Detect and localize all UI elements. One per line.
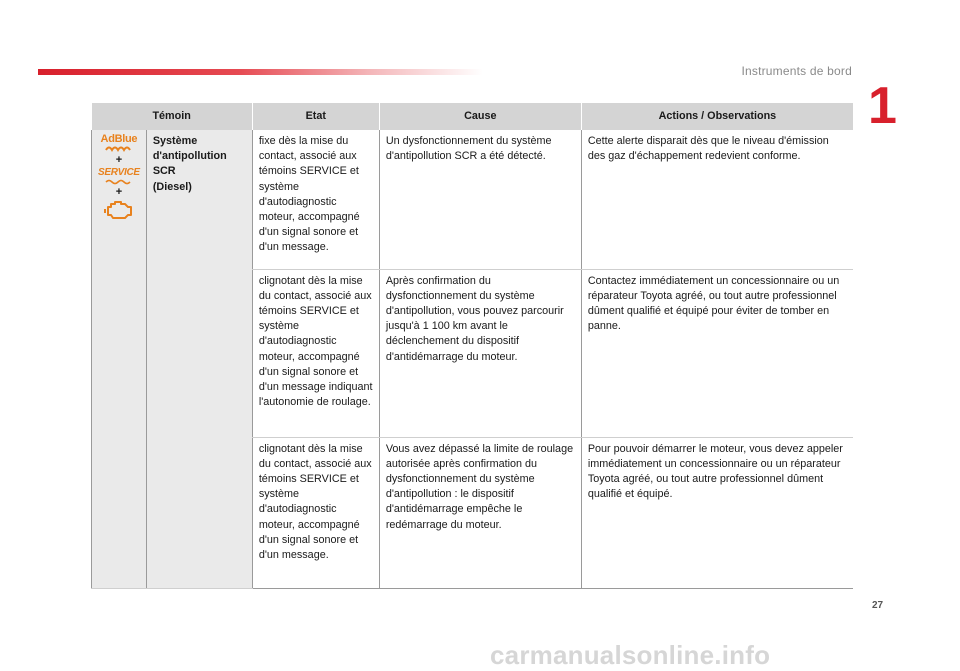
- service-underline-icon: [105, 179, 133, 185]
- etat-cell: fixe dès la mise du contact, associé aux témoins SERVICE et système d'autodiagnostic moteur, accompagné d'un signal sonore et d'un message.: [252, 130, 379, 269]
- adblue-wave-icon: [105, 145, 133, 153]
- column-header-temoin: Témoin: [92, 103, 253, 130]
- column-header-cause: Cause: [379, 103, 581, 130]
- action-cell: Pour pouvoir démarrer le moteur, vous devez appeler immédiatement un concessionnaire ou un réparateur Toyota agréé, ou tout autre professionnel dûment qualifié et équipé.: [581, 437, 853, 588]
- system-name-line: (Diesel): [152, 180, 192, 193]
- warning-icons-cell: [92, 130, 147, 588]
- cause-cell: Après confirmation du dysfonctionnement du système d'antipollution, vous pouvez parcourir jusqu'à 1 100 km avant le déclenchement du dispositif d'antidémarrage du moteur.: [379, 269, 581, 437]
- table-header-row: [92, 103, 854, 130]
- service-icon: SERVICE: [98, 167, 140, 178]
- system-name-line: d'antipollution: [152, 150, 227, 163]
- warning-lights-table: [91, 103, 853, 589]
- etat-cell: clignotant dès la mise du contact, associé aux témoins SERVICE et système d'autodiagnostic moteur, accompagné d'un signal sonore et d'un message.: [252, 437, 379, 588]
- system-name-line: SCR: [152, 165, 176, 178]
- adblue-icon: AdBlue: [100, 133, 138, 145]
- page-number: 27: [872, 600, 884, 611]
- table-row: [92, 130, 854, 269]
- watermark: carmanualsonline.info: [490, 640, 771, 670]
- plus-sign: +: [115, 154, 123, 166]
- chapter-number: 1: [868, 77, 897, 135]
- column-header-actions: Actions / Observations: [581, 103, 853, 130]
- section-title: Instruments de bord: [741, 64, 852, 78]
- cause-cell: Vous avez dépassé la limite de roulage autorisée après confirmation du dysfonctionnement du système d'antipollution : le dispositif d'antidémarrage empêche le redémarrage du moteur.: [379, 437, 581, 588]
- etat-cell: clignotant dès la mise du contact, associé aux témoins SERVICE et système d'autodiagnostic moteur, accompagné d'un signal sonore et d'un message indiquant l'autonomie de roulage.: [252, 269, 379, 437]
- cause-cell: Un dysfonctionnement du système d'antipollution SCR a été détecté.: [379, 130, 581, 269]
- system-name-line: Système: [152, 135, 198, 147]
- plus-sign: +: [115, 186, 123, 198]
- engine-check-icon: [104, 199, 134, 221]
- action-cell: Cette alerte disparait dès que le niveau d'émission des gaz d'échappement redevient conforme.: [581, 130, 853, 269]
- system-name-cell: [146, 130, 252, 588]
- header-accent-bar: [38, 69, 483, 75]
- action-cell: Contactez immédiatement un concessionnaire ou un réparateur Toyota agréé, ou tout autre professionnel dûment qualifié et équipé pour éviter de tomber en panne.: [581, 269, 853, 437]
- column-header-etat: Etat: [252, 103, 379, 130]
